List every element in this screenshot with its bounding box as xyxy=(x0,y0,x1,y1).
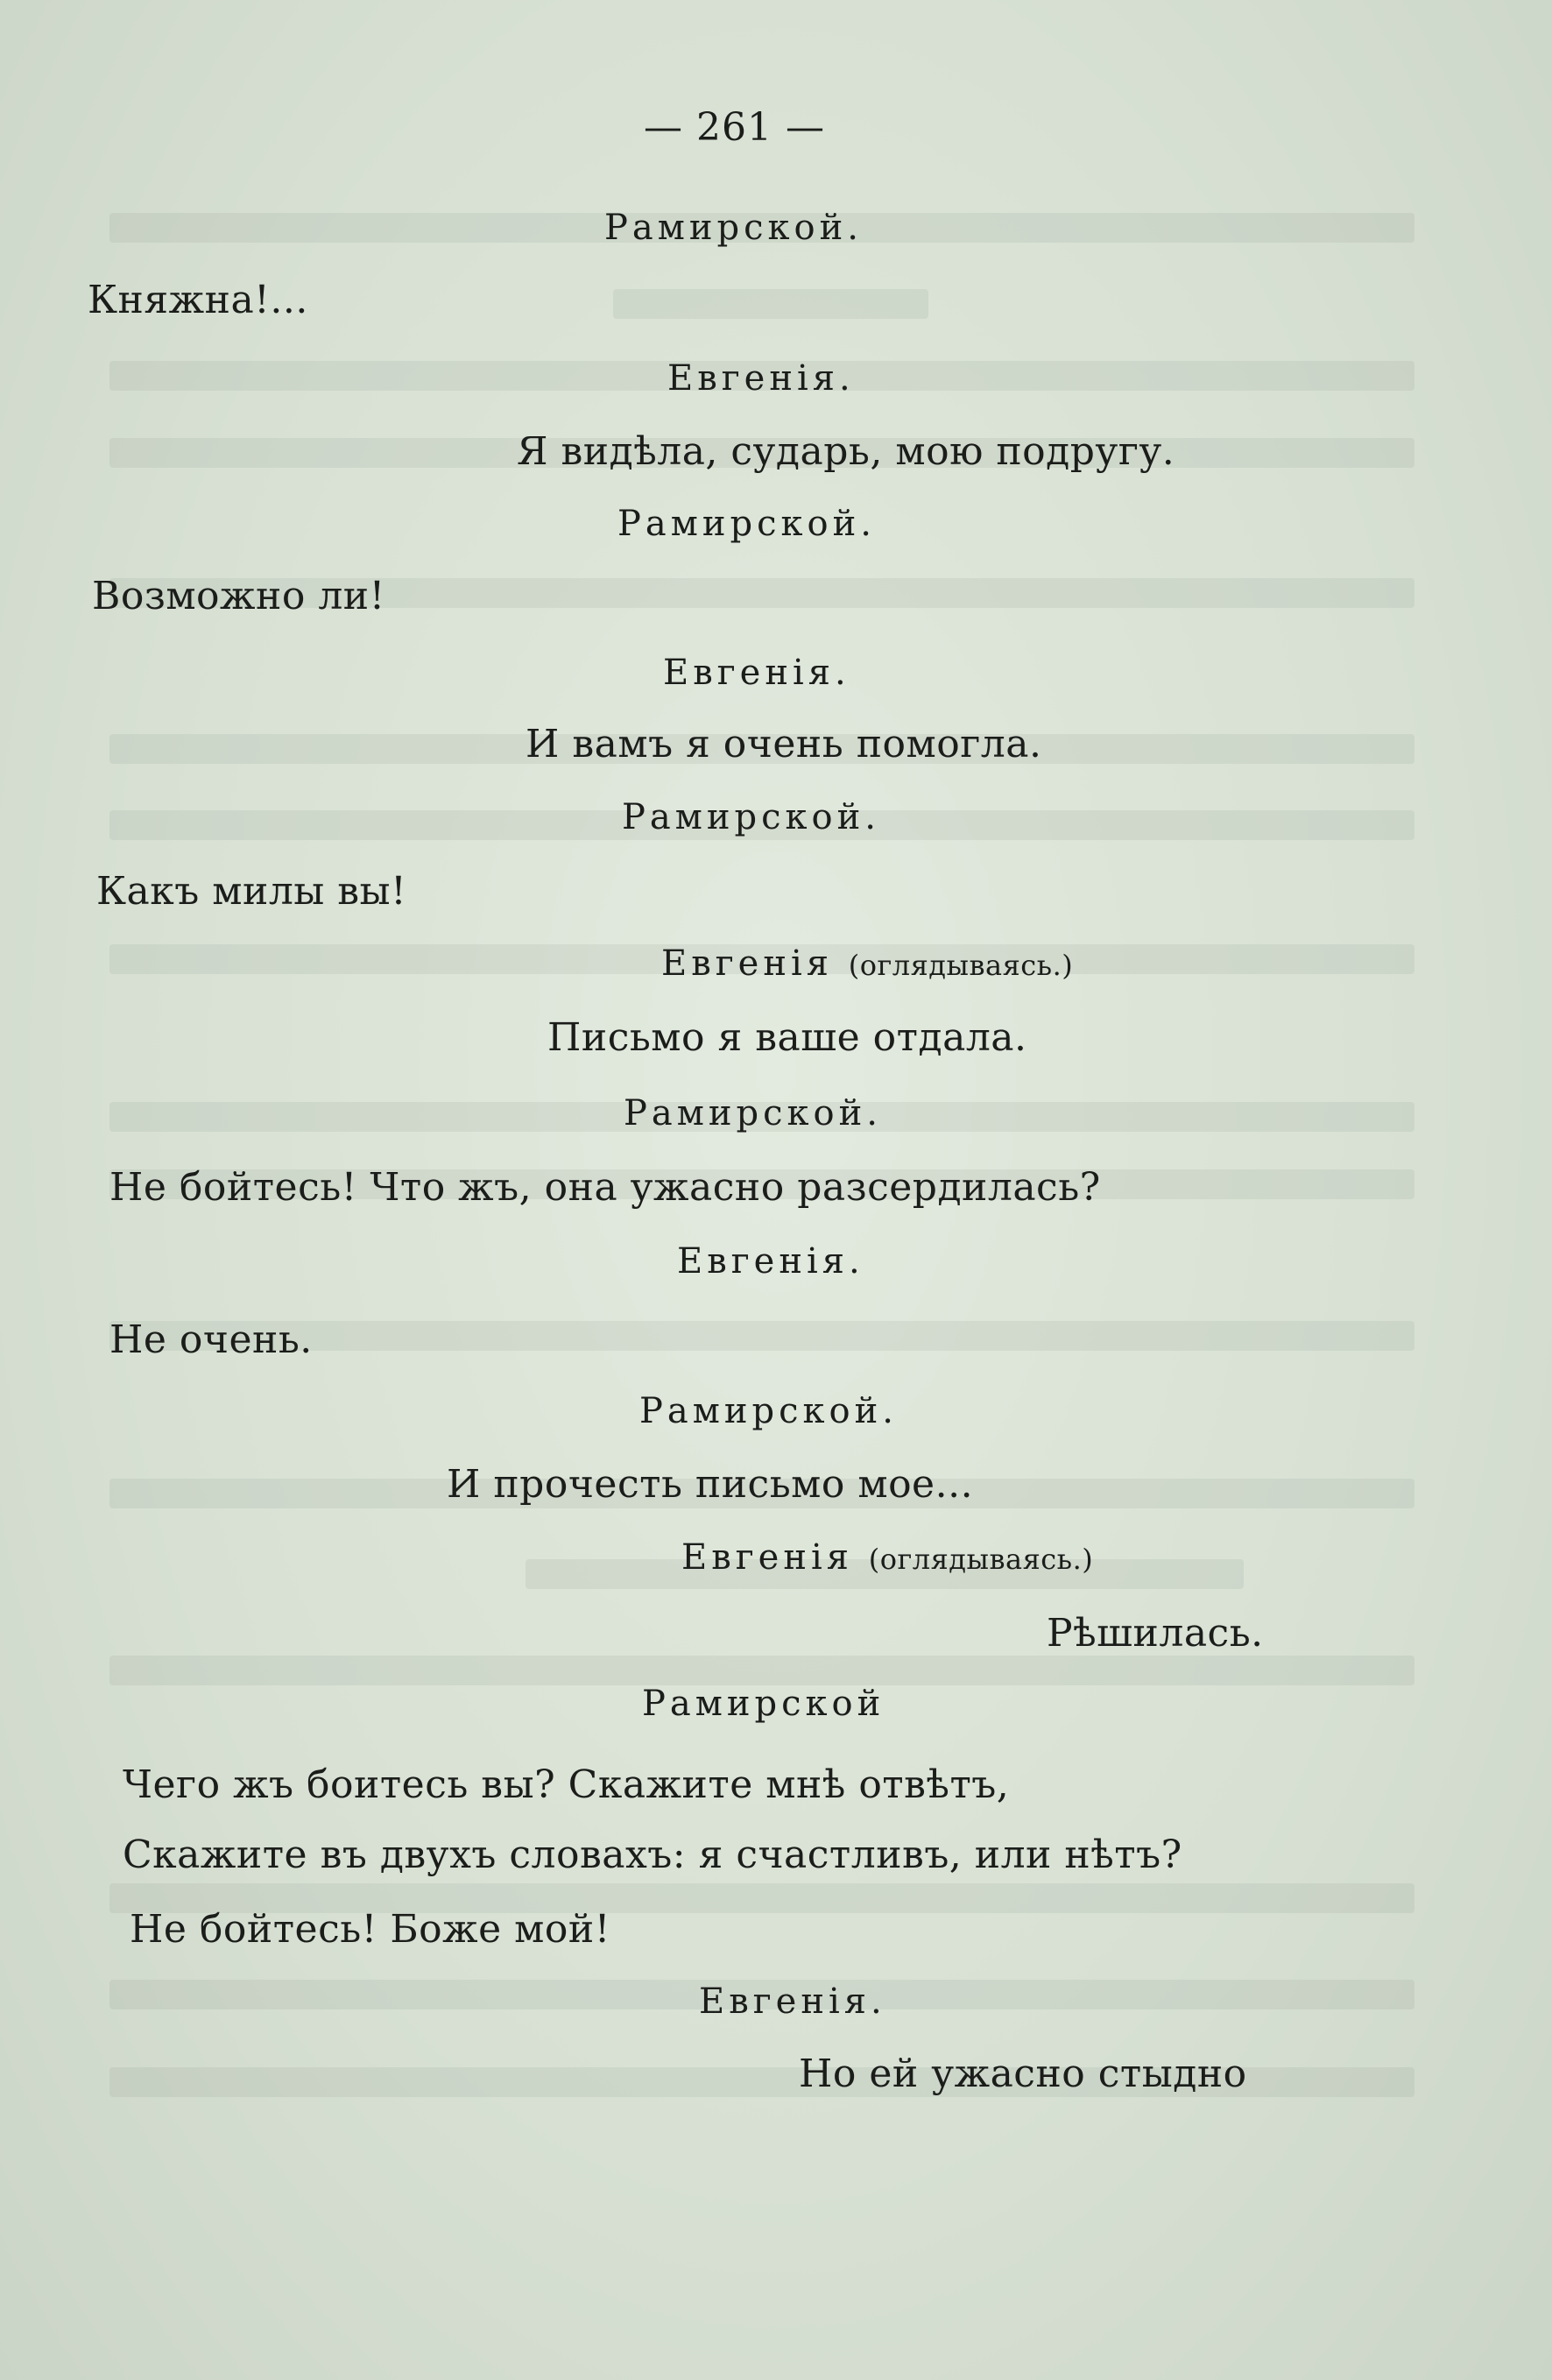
speaker-ramirskoy: Рамирской. xyxy=(617,504,876,544)
speaker-evgenia: Евгенія. xyxy=(677,1241,864,1282)
speaker-name: Евгенія xyxy=(681,1537,854,1578)
speaker-ramirskoy: Рамирской. xyxy=(639,1391,898,1431)
stage-direction: (оглядываясь.) xyxy=(848,949,1074,982)
dialogue-line: Не бойтесь! Что жъ, она ужасно разсердилась? xyxy=(109,1165,1101,1210)
dialogue-line: Рѣшилась. xyxy=(1047,1611,1264,1656)
dialogue-line: Княжна!... xyxy=(88,278,308,322)
dialogue-line: Но ей ужасно стыдно xyxy=(799,2052,1247,2096)
dialogue-line: Письмо я ваше отдала. xyxy=(547,1015,1027,1060)
dialogue-line: Не бойтесь! Боже мой! xyxy=(130,1907,610,1952)
dialogue-line: Не очень. xyxy=(109,1317,313,1362)
dialogue-line: Я видѣла, сударь, мою подругу. xyxy=(517,429,1175,474)
speaker-evgenia xyxy=(681,1533,1093,1584)
speaker-name: Евгенія xyxy=(661,943,834,984)
dialogue-line: Скажите въ двухъ словахъ: я счастливъ, или нѣтъ? xyxy=(123,1833,1182,1877)
dialogue-line: И вамъ я очень помогла. xyxy=(526,722,1042,766)
speaker-evgenia xyxy=(661,939,1073,990)
speaker-ramirskoy: Рамирской xyxy=(642,1684,885,1724)
speaker-ramirskoy: Рамирской. xyxy=(622,797,880,837)
speaker-evgenia: Евгенія. xyxy=(699,1981,886,2022)
stage-direction: (оглядываясь.) xyxy=(868,1543,1094,1576)
dialogue-line: Чего жъ боитесь вы? Скажите мнѣ отвѣтъ, xyxy=(123,1762,1010,1807)
page-number: — 261 — xyxy=(644,105,825,150)
speaker-evgenia: Евгенія. xyxy=(667,358,855,399)
speaker-ramirskoy: Рамирской. xyxy=(604,208,863,248)
speaker-evgenia: Евгенія. xyxy=(663,653,850,693)
dialogue-line: Возможно ли! xyxy=(92,574,385,618)
dialogue-line: И прочесть письмо мое... xyxy=(447,1462,974,1507)
speaker-ramirskoy: Рамирской. xyxy=(624,1093,882,1134)
dialogue-line: Какъ милы вы! xyxy=(96,869,407,914)
